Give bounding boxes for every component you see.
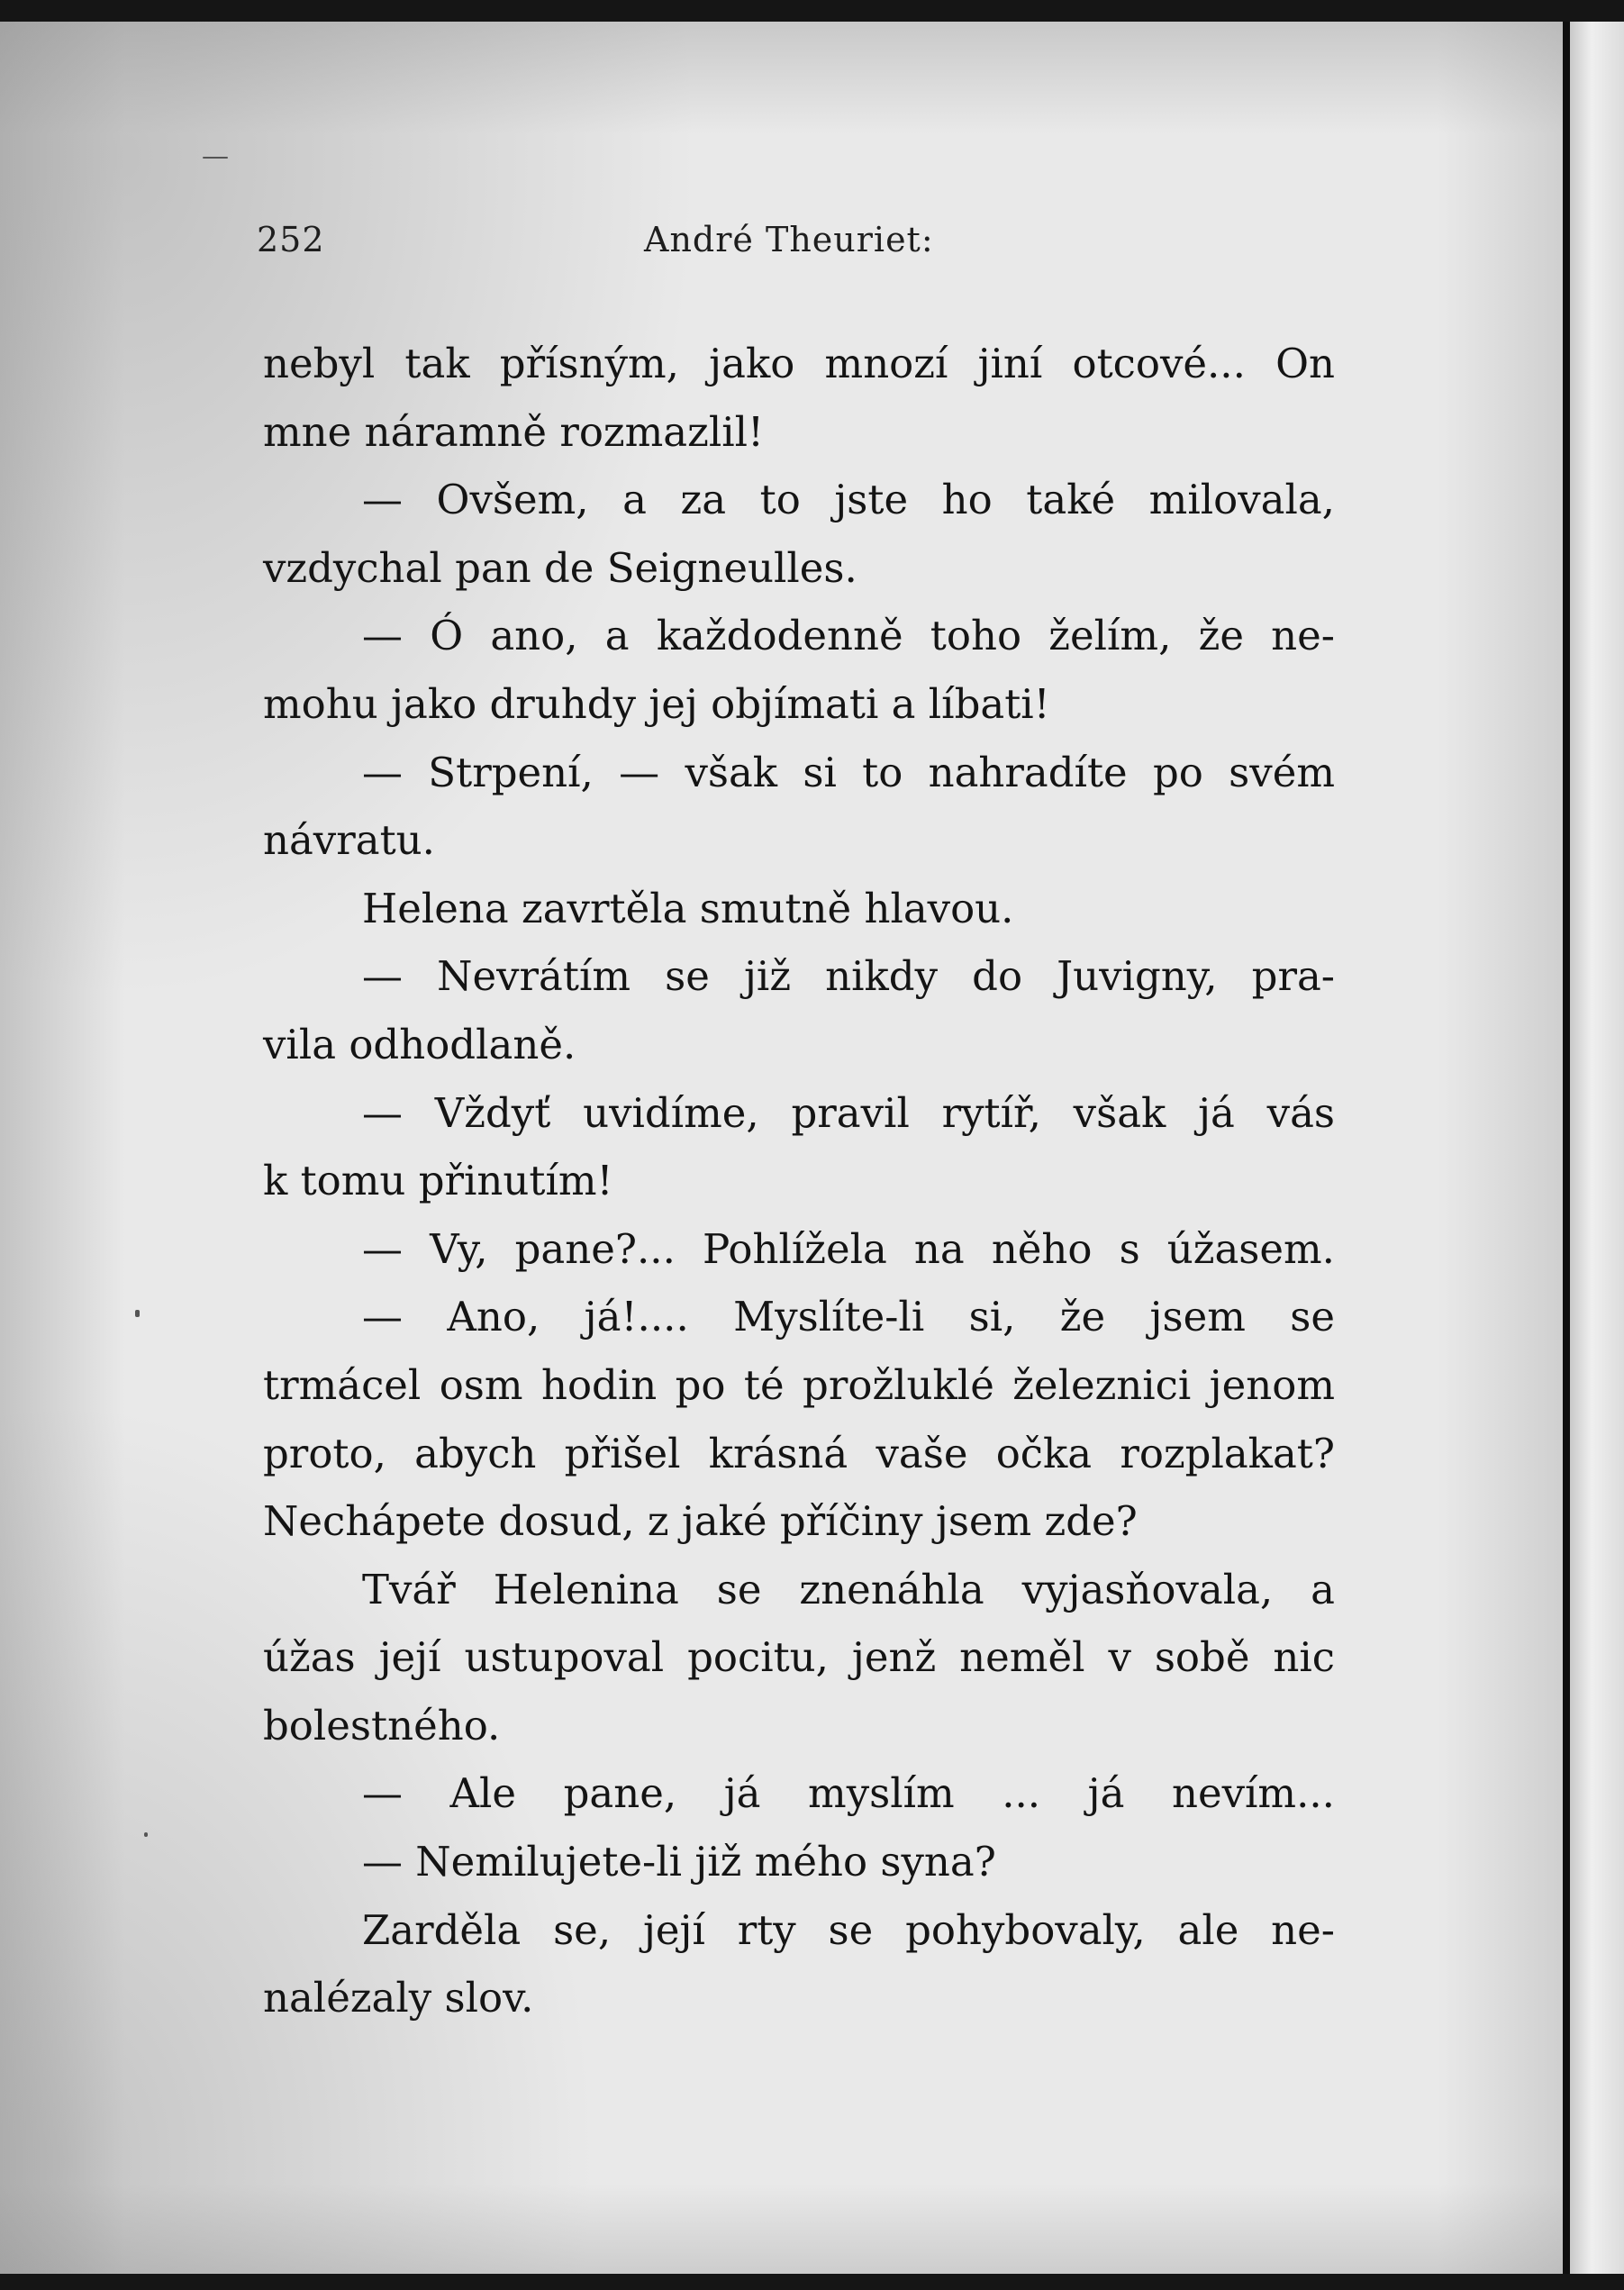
page-paper	[0, 22, 1563, 2274]
text-line: mohu jako druhdy jej objímati a líbati!	[263, 679, 1050, 728]
text-line: Zarděla se, její rty se pohybovaly, ale ne-	[362, 1905, 1335, 1954]
paper-speck	[203, 157, 228, 159]
body-text	[263, 330, 1335, 2032]
text-line: — Ovšem, a za to jste ho také milovala,	[362, 476, 1335, 524]
author-running-title: André Theuriet:	[644, 220, 934, 259]
text-line: Tvář Helenina se znenáhla vyjasňovala, a	[362, 1565, 1335, 1613]
text-line: vila odhodlaně.	[263, 1020, 576, 1068]
text-line: nebyl tak přísným, jako mnozí jiní otcové... On	[263, 340, 1335, 387]
facing-page-edge	[1570, 22, 1624, 2274]
text-line: — Ó ano, a každodenně toho želím, že ne-	[362, 612, 1335, 660]
paper-speck	[135, 1310, 140, 1317]
text-line: mne náramně rozmazlil!	[263, 407, 765, 456]
running-head	[257, 220, 1338, 265]
text-line: návratu.	[263, 816, 435, 865]
text-line: proto, abych přišel krásná vaše očka rozplakat?	[263, 1429, 1335, 1477]
text-line: k tomu přinutím!	[263, 1157, 613, 1205]
text-line: — Nemilujete-li již mého syna?	[362, 1838, 996, 1886]
text-line: — Vždyť uvidíme, pravil rytíř, však já vás	[362, 1088, 1335, 1137]
text-line: vzdychal pan de Seigneulles.	[263, 543, 857, 592]
text-line: nalézaly slov.	[263, 1974, 534, 2022]
text-line: trmácel osm hodin po té prožluklé železnici jenom	[263, 1360, 1335, 1409]
text-line: Nechápete dosud, z jaké příčiny jsem zde?	[263, 1497, 1138, 1546]
text-line: — Nevrátím se již nikdy do Juvigny, pra-	[362, 952, 1335, 1001]
paper-speck	[144, 1832, 148, 1837]
page-number: 252	[257, 220, 325, 259]
text-line: — Ano, já!.... Myslíte-li si, že jsem se	[362, 1293, 1335, 1341]
text-line: Helena zavrtěla smutně hlavou.	[362, 884, 1014, 932]
text-line: — Ale pane, já myslím ... já nevím...	[362, 1769, 1335, 1818]
text-line: bolestného.	[263, 1701, 501, 1749]
page-gutter	[1563, 22, 1570, 2274]
text-line: — Vy, pane?... Pohlížela na něho s úžasem.	[362, 1224, 1335, 1273]
text-line: — Strpení, — však si to nahradíte po svém	[362, 748, 1335, 796]
text-line: úžas její ustupoval pocitu, jenž neměl v sobě nic	[263, 1633, 1335, 1682]
